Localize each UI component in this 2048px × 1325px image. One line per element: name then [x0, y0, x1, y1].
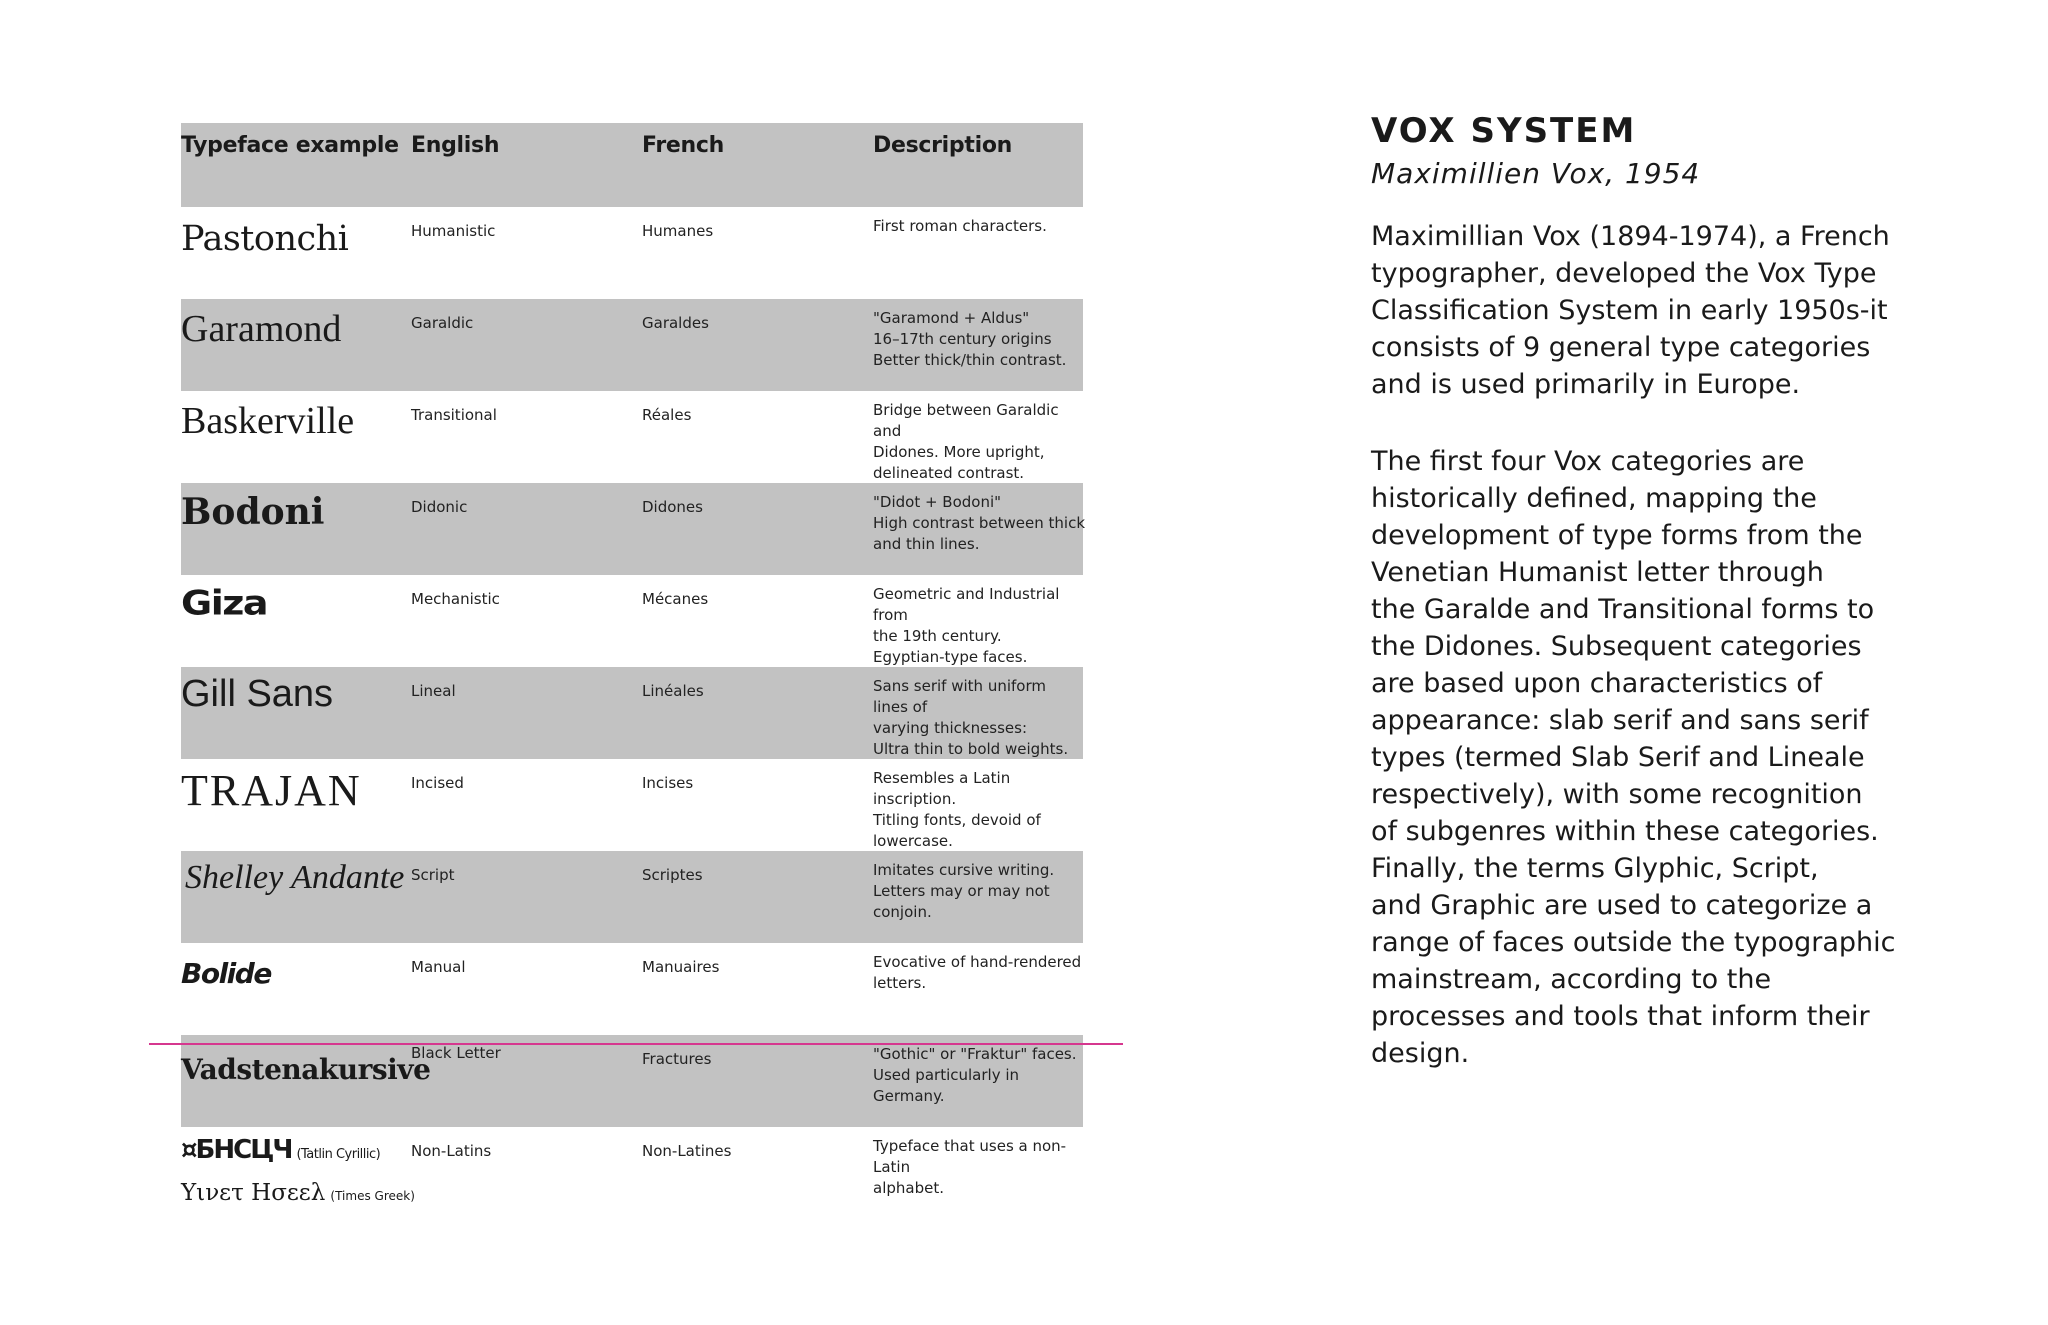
article-subtitle: Maximillien Vox, 1954 [1371, 157, 1701, 190]
english-term: Didonic [411, 498, 468, 516]
typeface-sample: Shelley Andante [185, 859, 405, 896]
table-row [181, 759, 1083, 851]
description-line: conjoin. [873, 903, 932, 921]
paragraph-line: the Didones. Subsequent categories [1371, 631, 1862, 662]
description [873, 860, 1085, 923]
paragraph-line: respectively), with some recognition [1371, 779, 1863, 810]
french-term: Réales [642, 406, 692, 424]
description-line: Bridge between Garaldic and [873, 401, 1059, 440]
paragraph-line: range of faces outside the typographic [1371, 927, 1896, 958]
description [873, 584, 1085, 668]
article-panel [1371, 108, 1911, 1072]
english-term: Humanistic [411, 222, 496, 240]
description-line: Evocative of hand-rendered [873, 953, 1082, 971]
table-header-row [181, 123, 1083, 207]
english-term: Manual [411, 958, 466, 976]
description-line: the 19th century. [873, 627, 1002, 645]
description-line: varying thicknesses: [873, 719, 1028, 737]
typeface-sample: Bodoni [181, 491, 325, 533]
french-term: Humanes [642, 222, 714, 240]
article-paragraph-2 [1371, 443, 1911, 1072]
french-term: Fractures [642, 1050, 712, 1068]
english-term: Non-Latins [411, 1142, 492, 1160]
typeface-sample: Pastonchi [181, 219, 349, 259]
paragraph-line: typographer, developed the Vox Type [1371, 258, 1877, 289]
description-line: "Didot + Bodoni" [873, 493, 1002, 511]
description [873, 400, 1085, 484]
table-row [181, 851, 1083, 943]
header-description: Description [873, 133, 1012, 158]
english-term: Black Letter [411, 1044, 501, 1062]
english-term: Lineal [411, 682, 456, 700]
typeface-sample: Baskerville [181, 400, 355, 442]
typeface-sample: Vadstenakursive [181, 1053, 431, 1086]
description-line: Resembles a Latin inscription. [873, 769, 1011, 808]
paragraph-line: and Graphic are used to categorize a [1371, 890, 1873, 921]
description [873, 676, 1085, 760]
paragraph-line: appearance: slab serif and sans serif [1371, 705, 1869, 736]
description-line: Egyptian-type faces. [873, 648, 1028, 666]
description [873, 768, 1085, 852]
article-paragraph-1 [1371, 218, 1911, 403]
paragraph-line: Classification System in early 1950s-it [1371, 295, 1888, 326]
description-line: Imitates cursive writing. [873, 861, 1055, 879]
table-row [181, 391, 1083, 483]
description-line: "Garamond + Aldus" [873, 309, 1030, 327]
english-term: Transitional [411, 406, 497, 424]
description [873, 1044, 1085, 1107]
paragraph-line: The first four Vox categories are [1371, 446, 1805, 477]
description-line: 16–17th century origins [873, 330, 1052, 348]
french-term: Incises [642, 774, 694, 792]
description-line: Used particularly in Germany. [873, 1066, 1020, 1105]
header-english: English [411, 133, 500, 158]
description-line: letters. [873, 974, 927, 992]
description [873, 308, 1085, 371]
greek-sample-text: Υινετ Ησεελ [181, 1180, 326, 1206]
french-term: Didones [642, 498, 703, 516]
table-row [181, 1035, 1083, 1127]
english-term: Mechanistic [411, 590, 500, 608]
paragraph-line: mainstream, according to the [1371, 964, 1772, 995]
description-line: Letters may or may not [873, 882, 1050, 900]
header-french: French [642, 133, 724, 158]
description-line: Titling fonts, devoid of [873, 811, 1041, 829]
description-line: delineated contrast. [873, 464, 1025, 482]
french-term: Linéales [642, 682, 704, 700]
paragraph-line: historically defined, mapping the [1371, 483, 1817, 514]
article-title: VOX SYSTEM [1371, 111, 1637, 151]
magenta-guide-line [149, 1043, 1123, 1045]
typeface-sample: Giza [181, 583, 267, 623]
paragraph-line: types (termed Slab Serif and Lineale [1371, 742, 1865, 773]
description-line: lowercase. [873, 832, 953, 850]
header-typeface-example: Typeface example [181, 133, 399, 158]
description-line: Didones. More upright, [873, 443, 1045, 461]
description-line: Ultra thin to bold weights. [873, 740, 1069, 758]
table-row [181, 575, 1083, 667]
typeface-sample: Gill Sans [181, 673, 334, 715]
cyrillic-sample [181, 1131, 415, 1174]
description [873, 492, 1085, 555]
typeface-sample: Garamond [181, 308, 342, 350]
paragraph-line: development of type forms from the [1371, 520, 1863, 551]
paragraph-line: and is used primarily in Europe. [1371, 369, 1801, 400]
english-term: Script [411, 866, 455, 884]
french-term: Non-Latines [642, 1142, 732, 1160]
table-row [181, 483, 1083, 575]
english-term: Garaldic [411, 314, 474, 332]
french-term: Garaldes [642, 314, 709, 332]
description-line: Geometric and Industrial from [873, 585, 1060, 624]
paragraph-line: consists of 9 general type categories [1371, 332, 1871, 363]
description [873, 216, 1085, 237]
table-row [181, 667, 1083, 759]
description-line: "Gothic" or "Fraktur" faces. [873, 1045, 1077, 1063]
paragraph-line: Finally, the terms Glyphic, Script, [1371, 853, 1819, 884]
typeface-sample [181, 1131, 415, 1215]
french-term: Manuaires [642, 958, 720, 976]
description-line: High contrast between thick [873, 514, 1085, 532]
paragraph-line: design. [1371, 1038, 1470, 1069]
french-term: Scriptes [642, 866, 703, 884]
description-line: Typeface that uses a non-Latin [873, 1137, 1067, 1176]
paragraph-line: the Garalde and Transitional forms to [1371, 594, 1875, 625]
paragraph-line: processes and tools that inform their [1371, 1001, 1870, 1032]
paragraph-line: are based upon characteristics of [1371, 668, 1823, 699]
typeface-sample: Bolide [181, 957, 271, 990]
table-row [181, 943, 1083, 1035]
english-term: Incised [411, 774, 464, 792]
greek-sample-note: (Times Greek) [330, 1189, 415, 1203]
typeface-sample: TRAJAN [181, 766, 362, 815]
description-line: Better thick/thin contrast. [873, 351, 1067, 369]
cyrillic-sample-text: ¤БHCЦЧ [181, 1135, 292, 1165]
greek-sample [181, 1174, 415, 1215]
cyrillic-sample-note: (Tatlin Cyrillic) [296, 1147, 381, 1162]
paragraph-line: of subgenres within these categories. [1371, 816, 1879, 847]
paragraph-line: Venetian Humanist letter through [1371, 557, 1824, 588]
description-line: Sans serif with uniform lines of [873, 677, 1046, 716]
description-line: alphabet. [873, 1179, 944, 1197]
description-line: and thin lines. [873, 535, 980, 553]
description [873, 1136, 1085, 1199]
french-term: Mécanes [642, 590, 709, 608]
paragraph-line: Maximillian Vox (1894-1974), a French [1371, 221, 1890, 252]
table-row [181, 1127, 1083, 1223]
table-row [181, 207, 1083, 299]
table-row [181, 299, 1083, 391]
vox-classification-table [181, 123, 1083, 1223]
description [873, 952, 1085, 994]
description-line: First roman characters. [873, 217, 1047, 235]
